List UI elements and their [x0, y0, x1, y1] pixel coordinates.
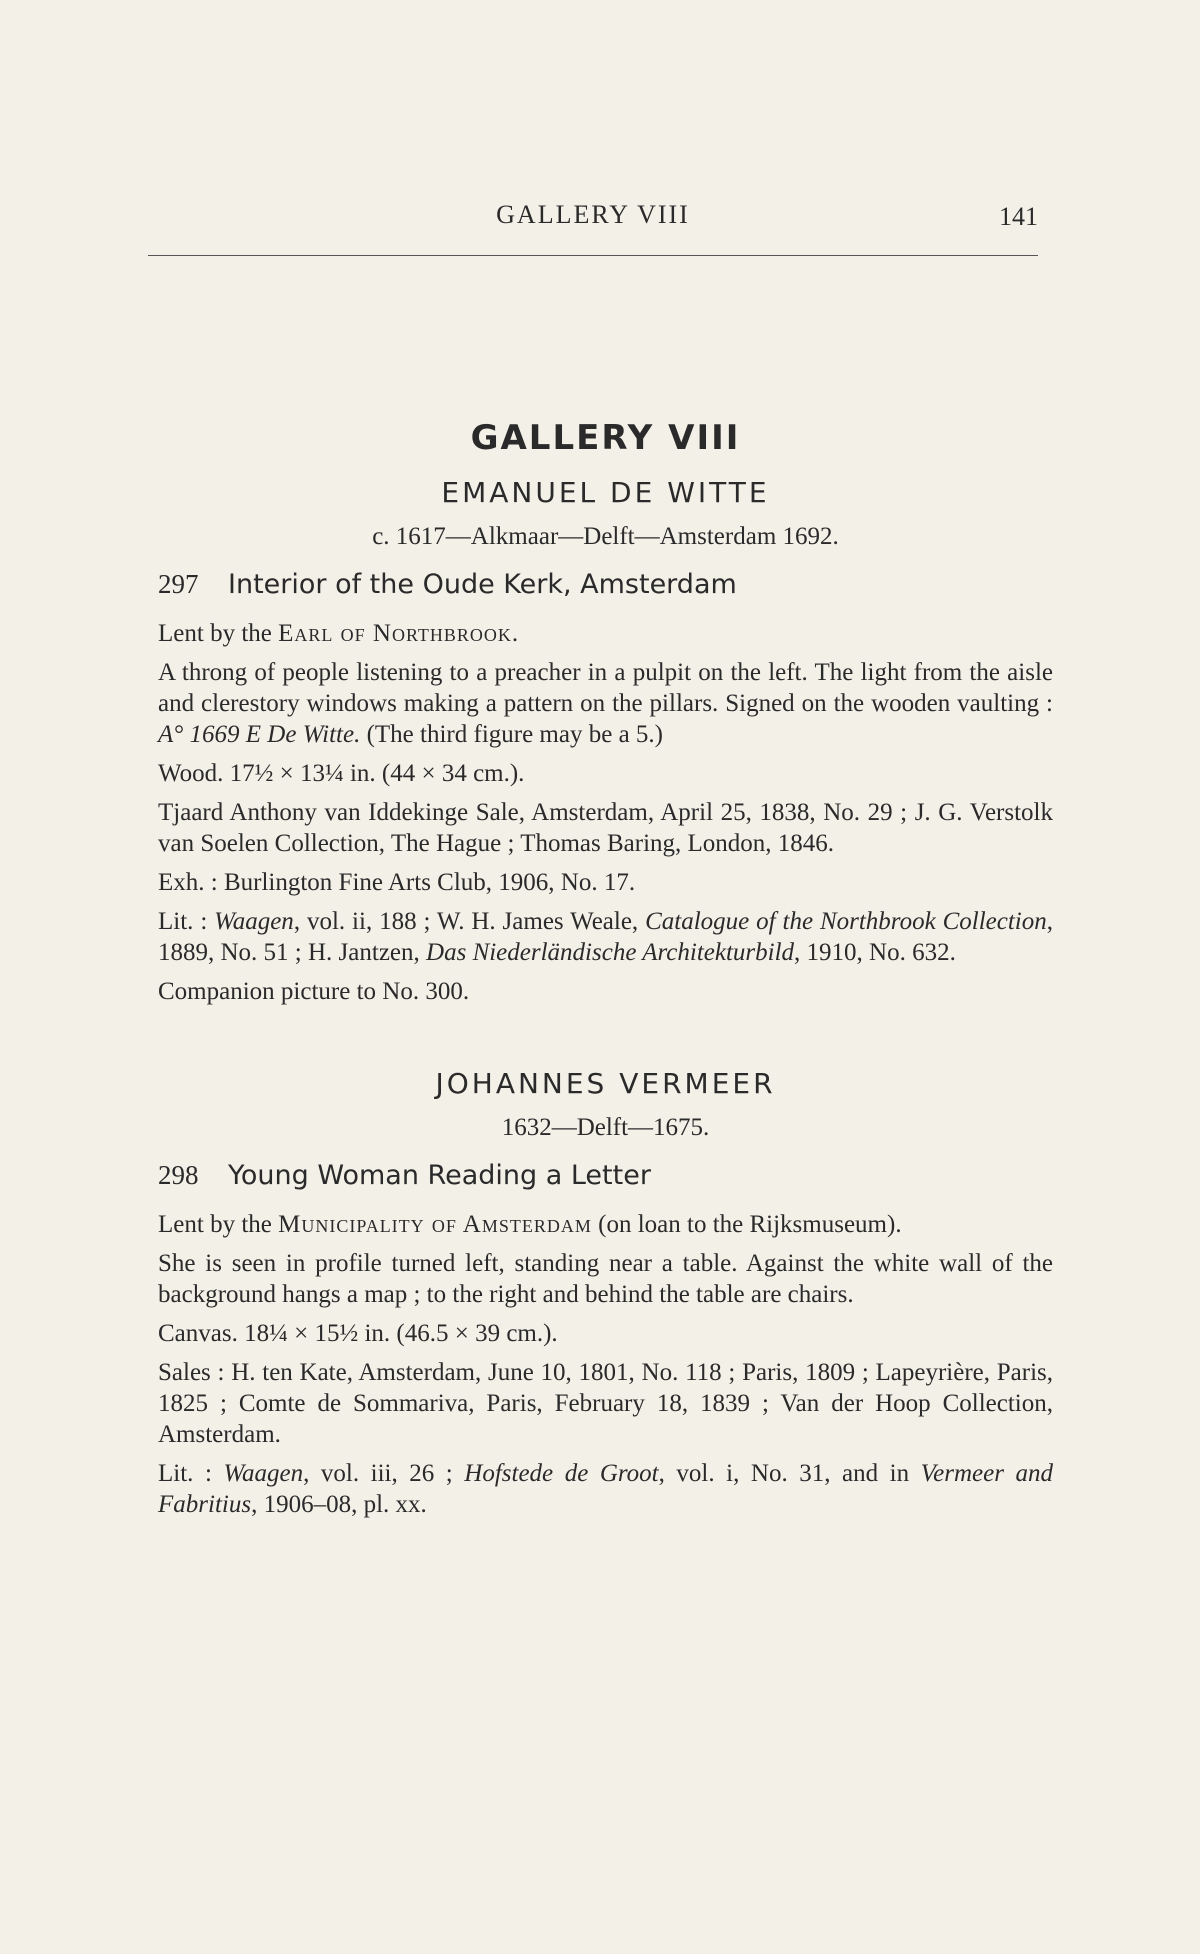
section-spacer	[158, 1015, 1053, 1067]
lender-line: Lent by the Earl of Northbrook.	[158, 620, 519, 647]
artist-dates: 1632—Delft—1675.	[501, 1114, 710, 1141]
signature: A° 1669 E De Witte.	[158, 721, 361, 748]
exhibition: Exh. : Burlington Fine Arts Club, 1906, No. 17.	[158, 869, 636, 896]
description: A throng of people listening to a preacher in a pulpit on the left. The light from the aisle and clerestory windows making a pattern on the pillars. Signed on the wooden vaulting : A° 1669 E De Witte. (The third figure may be a 5.)	[158, 659, 1053, 748]
lender-name: Municipality of Amsterdam	[278, 1211, 592, 1238]
artist-name: EMANUEL DE WITTE	[441, 476, 770, 509]
header-rule	[148, 255, 1038, 256]
artist-section	[158, 476, 1053, 1007]
description: She is seen in profile turned left, standing near a table. Against the white wall of the background hangs a map ; to the right and behind the table are chairs.	[158, 1250, 1053, 1308]
artist-name: JOHANNES VERMEER	[435, 1067, 776, 1100]
medium-dimensions: Canvas. 18¼ × 15½ in. (46.5 × 39 cm.).	[158, 1320, 558, 1347]
note: Companion picture to No. 300.	[158, 978, 470, 1005]
provenance: Tjaard Anthony van Iddekinge Sale, Amsterdam, April 25, 1838, No. 29 ; J. G. Verstolk van Soelen Collection, The Hague ; Thomas Baring, London, 1846.	[158, 799, 1053, 857]
entry-title: Interior of the Oude Kerk, Amsterdam	[228, 569, 737, 600]
running-head-title: GALLERY VIII	[496, 200, 690, 229]
page-content	[158, 418, 1053, 1528]
lender-line: Lent by the Municipality of Amsterdam (on loan to the Rijksmuseum).	[158, 1211, 902, 1238]
page-number: 141	[999, 202, 1038, 231]
artist-section	[158, 1067, 1053, 1520]
literature: Lit. : Waagen, vol. ii, 188 ; W. H. James Weale, Catalogue of the Northbrook Collection, 1889, No. 51 ; H. Jantzen, Das Niederländische Architekturbild, 1910, No. 632.	[158, 908, 1053, 966]
gallery-heading: GALLERY VIII	[470, 418, 741, 458]
literature: Lit. : Waagen, vol. iii, 26 ; Hofstede de Groot, vol. i, No. 31, and in Vermeer and Fabritius, 1906–08, pl. xx.	[158, 1460, 1054, 1518]
sales: Sales : H. ten Kate, Amsterdam, June 10, 1801, No. 118 ; Paris, 1809 ; Lapeyrière, Paris, 1825 ; Comte de Sommariva, Paris, February 18, 1839 ; Van der Hoop Collection, Amsterdam.	[158, 1359, 1053, 1448]
entry-number: 297	[158, 569, 199, 599]
lender-name: Earl of Northbrook	[278, 620, 512, 647]
entry-heading	[158, 569, 1053, 600]
artist-dates: c. 1617—Alkmaar—Delft—Amsterdam 1692.	[372, 523, 839, 550]
entry-title: Young Woman Reading a Letter	[228, 1160, 651, 1191]
running-head	[148, 200, 1038, 240]
entry-number: 298	[158, 1160, 199, 1190]
medium-dimensions: Wood. 17½ × 13¼ in. (44 × 34 cm.).	[158, 760, 525, 787]
entry-heading	[158, 1160, 1053, 1191]
